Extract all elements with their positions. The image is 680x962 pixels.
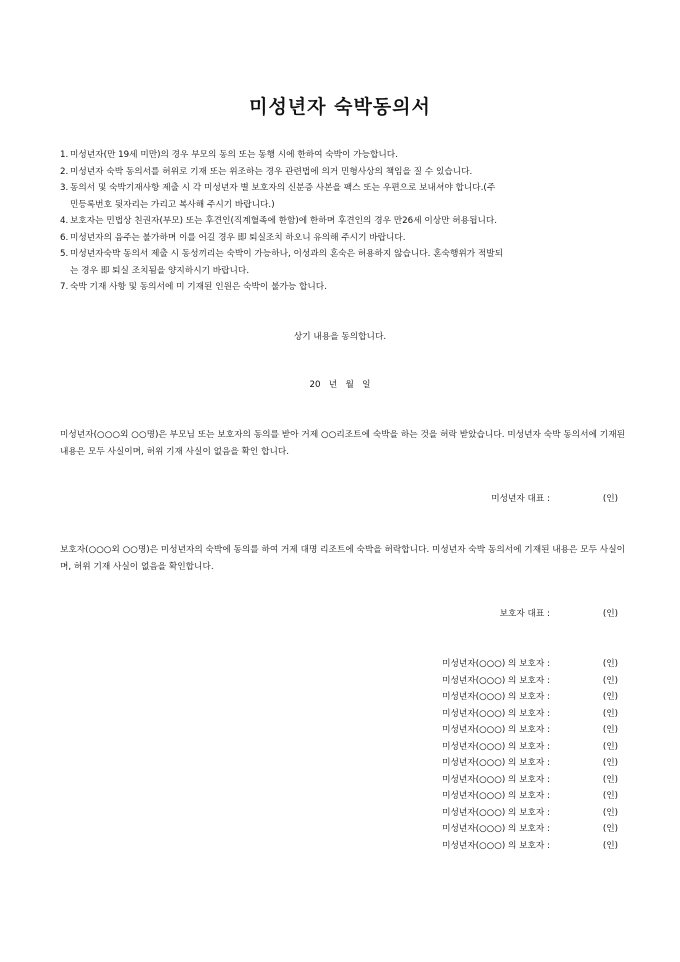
guardian-row-label: 미성년자(○○○) 의 보호자 : [442, 692, 550, 702]
rule-text: 미성년자숙박 동의서 제출 시 동성끼리는 숙박이 가능하나, 이성과의 혼숙은 허용하지 않습니다. 혼숙행위가 적발되 는 경우 即 퇴실 조치됨을 양지하시기 바랍니다. [70, 249, 504, 276]
seal-mark: (인) [602, 692, 618, 702]
seal-mark: (인) [602, 675, 618, 686]
seal-mark: (인) [602, 791, 618, 801]
rule-number: 7. [60, 282, 69, 292]
seal-mark: (인) [602, 708, 618, 719]
rule-text: 미성년자 숙박 동의서를 허위로 기재 또는 위조하는 경우 관련법에 의거 민형사상의 책임을 질 수 있습니다. [70, 166, 473, 177]
guardian-row [300, 806, 618, 823]
rule-number: 6. [60, 232, 69, 243]
rule-number: 5. [60, 249, 69, 259]
guardian-row-label: 미성년자(○○○) 의 보호자 : [442, 758, 550, 768]
seal-mark: (인) [602, 609, 618, 619]
guardian-row-label: 미성년자(○○○) 의 보호자 : [442, 791, 550, 801]
guardian-row [300, 723, 618, 740]
seal-mark: (인) [602, 807, 618, 818]
rule-text: 동의서 및 숙박기재사항 제출 시 각 미성년자 별 보호자의 신분증 사본을 팩스 또는 우편으로 보내셔야 합니다.(주 민등록번호 뒷자리는 가리고 복사해 주시기 바랍니다.) [70, 183, 496, 210]
guardian-row [300, 822, 618, 839]
rule-text: 미성년자(만 19세 미만)의 경우 부모의 동의 또는 동행 시에 한하여 숙박이 가능합니다. [70, 150, 398, 160]
guardian-row-label: 미성년자(○○○) 의 보호자 : [442, 824, 550, 834]
rule-number: 4. [60, 216, 69, 226]
rule-item [60, 230, 630, 247]
rule-number: 2. [60, 166, 69, 177]
guardian-row-label: 미성년자(○○○) 의 보호자 : [442, 741, 550, 752]
guardian-row [300, 657, 618, 674]
minor-statement: 미성년자(○○○외 ○○명)은 부모님 또는 보호자의 동의를 받아 거제 ○○리조트에 숙박을 하는 것을 허락 받았습니다. 미성년자 숙박 동의서에 기재된 내용은 모두 사실이며, 허위 기재 사실이 없음을 확인 합니다. [60, 430, 625, 457]
rule-text: 미성년자의 음주는 불가하며 이를 어길 경우 即 퇴실조치 하오니 유의해 주시기 바랍니다. [70, 232, 406, 243]
seal-mark: (인) [602, 659, 618, 669]
guardian-row [300, 690, 618, 707]
rule-text: 보호자는 민법상 친권자(부모) 또는 후견인(직계혈족에 한함)에 한하며 후견인의 경우 만26세 이상만 허용됩니다. [70, 216, 498, 226]
guardian-rep-label: 보호자 대표 : [499, 609, 550, 619]
guardian-row [300, 773, 618, 790]
seal-mark: (인) [602, 741, 618, 752]
minor-rep-signature [300, 492, 618, 506]
guardian-row-label: 미성년자(○○○) 의 보호자 : [442, 774, 550, 785]
rule-number: 3. [60, 183, 69, 193]
guardian-row-label: 미성년자(○○○) 의 보호자 : [442, 807, 550, 818]
rule-item [60, 164, 630, 181]
rule-item [60, 279, 630, 296]
guardian-row [300, 707, 618, 724]
seal-mark: (인) [602, 494, 618, 504]
seal-mark: (인) [602, 840, 618, 851]
agree-line: 상기 내용을 동의합니다. [293, 332, 387, 342]
guardian-row-label: 미성년자(○○○) 의 보호자 : [442, 725, 550, 735]
guardian-row [300, 789, 618, 806]
seal-mark: (인) [602, 725, 618, 735]
rule-item [60, 246, 630, 279]
guardian-row-label: 미성년자(○○○) 의 보호자 : [442, 659, 550, 669]
seal-mark: (인) [602, 824, 618, 834]
rule-item [60, 213, 630, 230]
guardian-row [300, 839, 618, 856]
guardian-rep-signature [300, 607, 618, 621]
rule-text: 숙박 기재 사항 및 동의서에 미 기재된 인원은 숙박이 불가능 합니다. [70, 282, 327, 292]
guardian-row-label: 미성년자(○○○) 의 보호자 : [442, 708, 550, 719]
guardian-row [300, 756, 618, 773]
guardian-row-label: 미성년자(○○○) 의 보호자 : [442, 840, 550, 851]
guardian-statement: 보호자(○○○외 ○○명)은 미성년자의 숙박에 동의를 하여 거제 대명 리조트에 숙박을 허락합니다. 미성년자 숙박 동의서에 기재된 내용은 모두 사실이며, 허위 기재 사실이 없음을 확인합니다. [60, 545, 625, 572]
seal-mark: (인) [602, 774, 618, 785]
rules-list [60, 147, 630, 296]
rule-item [60, 147, 630, 164]
date-line: 20 년 월 일 [309, 380, 371, 390]
rule-item [60, 180, 630, 213]
guardian-row [300, 740, 618, 757]
minor-rep-label: 미성년자 대표 : [491, 494, 550, 504]
guardian-signature-list [300, 657, 618, 855]
seal-mark: (인) [602, 758, 618, 768]
rule-number: 1. [60, 150, 69, 160]
guardian-row [300, 674, 618, 691]
document-title: 미성년자 숙박동의서 [249, 96, 431, 118]
guardian-row-label: 미성년자(○○○) 의 보호자 : [442, 675, 550, 686]
